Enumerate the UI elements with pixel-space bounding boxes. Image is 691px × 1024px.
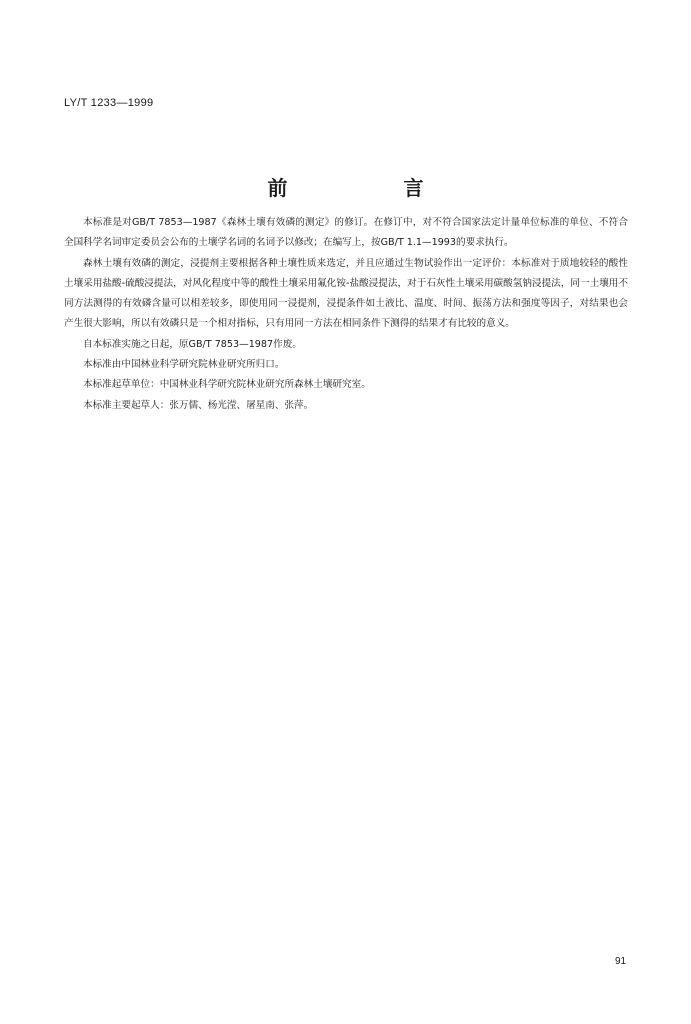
- standard-code: LY/T 1233—1999: [64, 97, 154, 109]
- paragraph-supersede-note: 自本标准实施之日起，原GB/T 7853—1987作废。: [83, 338, 302, 350]
- paragraph-method-description: 森林土壤有效磷的测定，浸提剂主要根据各种土壤性质来选定，并且应通过生物试验作出一定评价：本标准对于质地较轻的酸性土壤采用盐酸-硫酸浸提法，对风化程度中等的酸性土壤采用氟化铵-盐酸浸提法，对于石灰性土壤采用碳酸氢钠浸提法，同一土壤用不同方法测得的有效磷含量可以相差较多，即使用同一浸提剂，浸提条件如土液比、温度、时间、振荡方法和强度等因子，对结果也会产生很大影响，所以有效磷只是一个相对指标，只有用同一方法在相同条件下测得的结果才有比较的意义。: [64, 257, 628, 330]
- paragraph-drafting-unit: 本标准起草单位：中国林业科学研究院林业研究所森林土壤研究室。: [83, 379, 371, 391]
- page-title: 前 言: [267, 176, 472, 200]
- foreword-body: [64, 213, 628, 416]
- paragraph-responsible-org: 本标准由中国林业科学研究院林业研究所归口。: [83, 359, 285, 371]
- page-number: 91: [615, 956, 627, 967]
- paragraph-drafters: 本标准主要起草人：张万儒、杨光滢、屠星南、张萍。: [83, 399, 314, 411]
- paragraph-revision-note: 本标准是对GB/T 7853—1987《森林土壤有效磷的测定》的修订。在修订中，对不符合国家法定计量单位标准的单位、不符合全国科学名词审定委员会公布的土壤学名词的名词予以修改；在编写上，按GB/T 1.1—1993的要求执行。: [64, 217, 628, 249]
